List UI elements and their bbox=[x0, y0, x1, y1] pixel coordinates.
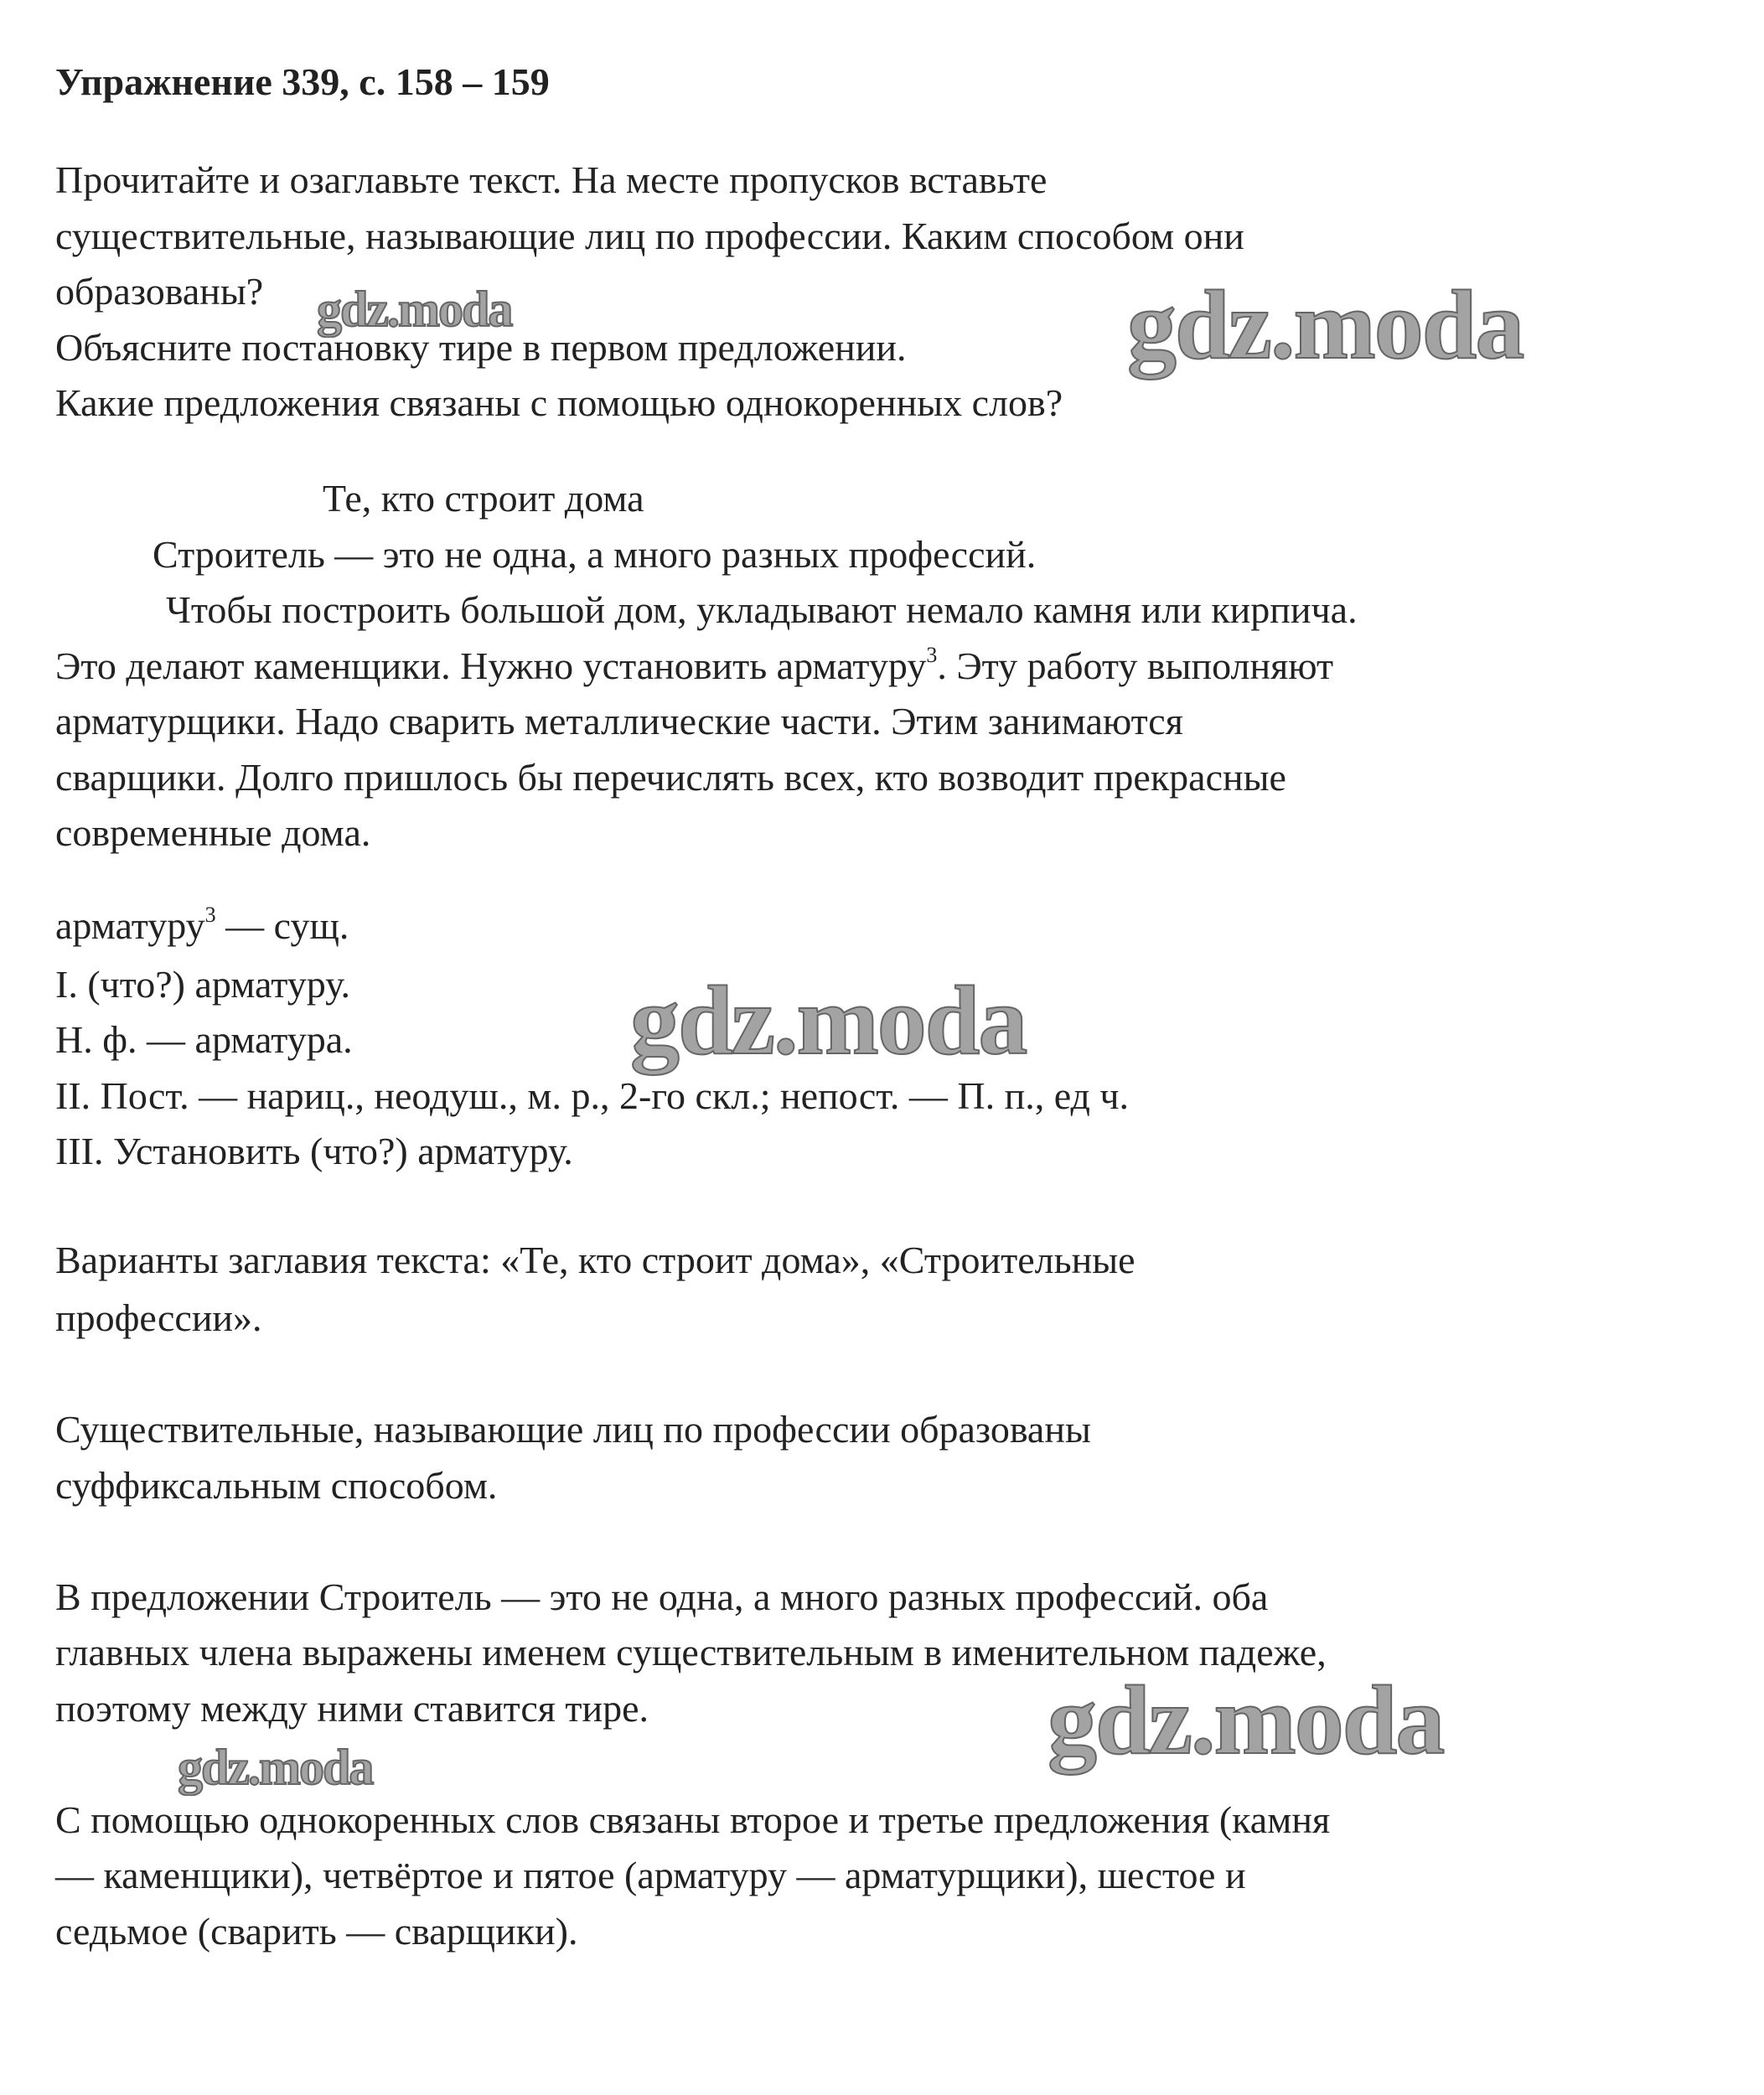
parse-line: Н. ф. — арматура. bbox=[55, 1018, 353, 1061]
text-line: Строитель — это не одна, а много разных профессий. bbox=[153, 533, 1037, 576]
parse-line bbox=[55, 898, 349, 954]
answer-line: С помощью однокоренных слов связаны второе и третье предложения (камня bbox=[55, 1798, 1331, 1841]
parse-line: III. Установить (что?) арматуру. bbox=[55, 1130, 573, 1172]
answer-line: поэтому между ними ставится тире. bbox=[55, 1687, 649, 1730]
watermark: gdz.moda bbox=[317, 282, 512, 337]
text-line: современные дома. bbox=[55, 811, 371, 854]
watermark: gdz.moda bbox=[630, 965, 1027, 1075]
text-line: арматурщики. Надо сварить металлические части. Этим занимаются bbox=[55, 700, 1183, 742]
task-line: Какие предложения связаны с помощью однокоренных слов? bbox=[55, 381, 1063, 424]
answer-line: суффиксальным способом. bbox=[55, 1464, 498, 1507]
task-line: образованы? bbox=[55, 270, 264, 313]
text-fragment: Это делают каменщики. Нужно установить арматуру bbox=[55, 644, 927, 687]
answer-line: — каменщики), четвёртое и пятое (арматуру — арматурщики), шестое и bbox=[55, 1854, 1246, 1896]
text-heading: Те, кто строит дома bbox=[323, 477, 644, 520]
watermark: gdz.moda bbox=[178, 1740, 373, 1795]
answer-line: В предложении Строитель — это не одна, а много разных профессий. оба bbox=[55, 1575, 1269, 1618]
text-line: Чтобы построить большой дом, укладывают немало камня или кирпича. bbox=[166, 588, 1358, 631]
text-line: сварщики. Долго пришлось бы перечислять всех, кто возводит прекрасные bbox=[55, 756, 1286, 799]
text-fragment: . Эту работу выполняют bbox=[937, 644, 1334, 687]
answer-line: Существительные, называющие лиц по профессии образованы bbox=[55, 1408, 1091, 1451]
answer-line: Варианты заглавия текста: «Те, кто строит дома», «Строительные bbox=[55, 1239, 1135, 1281]
footnote-mark: 3 bbox=[926, 643, 938, 667]
footnote-mark: 3 bbox=[204, 903, 216, 927]
parse-word: арматуру bbox=[55, 904, 205, 947]
answer-line: профессии». bbox=[55, 1296, 262, 1339]
watermark: gdz.moda bbox=[1127, 270, 1523, 380]
text-line bbox=[55, 639, 1333, 694]
task-line: существительные, называющие лиц по профессии. Каким способом они bbox=[55, 215, 1244, 257]
task-line: Объясните постановку тире в первом предложении. bbox=[55, 326, 907, 369]
answer-line: главных члена выражены именем существительным в именительном падеже, bbox=[55, 1631, 1327, 1673]
watermark: gdz.moda bbox=[1048, 1665, 1444, 1775]
answer-line: седьмое (сварить — сварщики). bbox=[55, 1910, 578, 1953]
task-line: Прочитайте и озаглавьте текст. На месте пропусков вставьте bbox=[55, 158, 1048, 201]
exercise-title: Упражнение 339, с. 158 – 159 bbox=[55, 60, 550, 103]
parse-line: I. (что?) арматуру. bbox=[55, 963, 351, 1006]
parse-fragment: — сущ. bbox=[215, 904, 349, 947]
parse-line: II. Пост. — нариц., неодуш., м. р., 2-го скл.; непост. — П. п., ед ч. bbox=[55, 1074, 1130, 1117]
